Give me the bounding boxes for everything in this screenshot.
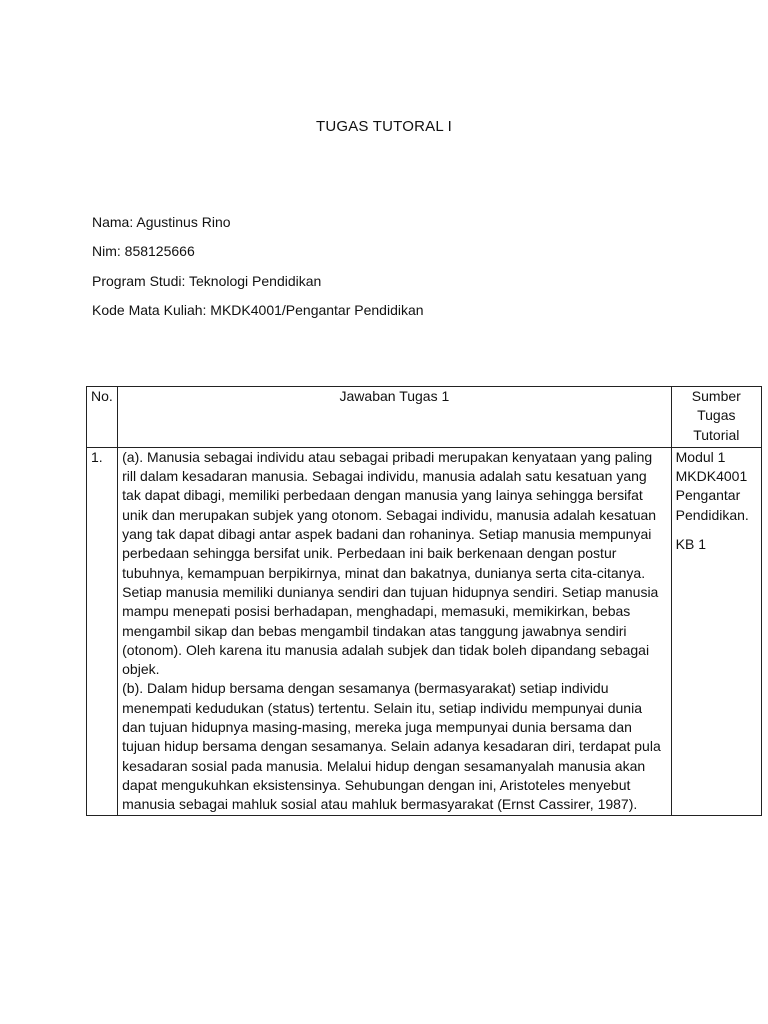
info-name: Nama: Agustinus Rino xyxy=(92,214,231,230)
source-cell xyxy=(671,447,761,815)
header-answer: Jawaban Tugas 1 xyxy=(118,387,672,448)
student-info xyxy=(92,213,424,330)
header-no: No. xyxy=(87,387,118,448)
info-nim: Nim: 858125666 xyxy=(92,243,195,260)
row-number: 1. xyxy=(87,447,118,815)
source-module: Modul 1 MKDK4001 Pengantar Pendidikan. xyxy=(675,448,749,523)
answer-table xyxy=(86,386,762,816)
answer-paragraph-a: (a). Manusia sebagai individu atau sebagai pribadi merupakan kenyataan yang paling rill dalam kesadaran manusia. Sebagai individu, manusia adalah satu kesatuan yang tak dapat dibagi, memiliki perbedaan dengan manusia yang lainya sehingga bersifat unik dan merupakan subjek yang otonom. Sebagai individu, manusia adalah kesatuan yang tak dapat dibagi antar aspek badani dan rohaninya. Setiap manusia mempunyai perbedaan sehingga bersifat unik. Perbedaan ini baik berkenaan dengan postur tubuhnya, kemampuan berpikirnya, minat dan bakatnya, dunianya serta cita-citanya. Setiap manusia memiliki dunianya sendiri dan tujuan hidupnya sendiri. Setiap manusia mampu menepati posisi berhadapan, menghadapi, memasuki, memikirkan, bebas mengambil sikap dan bebas mengambil tindakan atas tanggung jawabnya sendiri (otonom). Oleh karena itu manusia adalah subjek dan tidak boleh dipandang sebagai objek. xyxy=(122,448,659,678)
document-title: TUGAS TUTORAL I xyxy=(315,118,453,135)
header-source xyxy=(671,387,761,448)
table-header-row xyxy=(87,387,762,448)
source-kb: KB 1 xyxy=(675,536,706,553)
answer-cell xyxy=(118,447,672,815)
table-row xyxy=(87,447,762,815)
answer-paragraph-b: (b). Dalam hidup bersama dengan sesamanya (bermasyarakat) setiap individu menempati kedudukan (status) tertentu. Selain itu, setiap individu mempunyai dunia dan tujuan hidupnya masing-masing, mereka juga mempunyai dunia bersama dan tujuan hidup bersama dengan sesamanya. Selain adanya kesadaran diri, terdapat pula kesadaran sosial pada manusia. Melalui hidup dengan sesamanyalah manusia akan dapat mengukuhkan eksistensinya. Sehubungan dengan ini, Aristoteles menyebut manusia sebagai mahluk sosial atau mahluk bermasyarakat (Ernst Cassirer, 1987). xyxy=(122,680,661,813)
info-program: Program Studi: Teknologi Pendidikan xyxy=(92,272,322,289)
info-course-code: Kode Mata Kuliah: MKDK4001/Pengantar Pendidikan xyxy=(92,301,424,318)
header-source-label: Sumber Tugas Tutorial xyxy=(691,388,741,443)
